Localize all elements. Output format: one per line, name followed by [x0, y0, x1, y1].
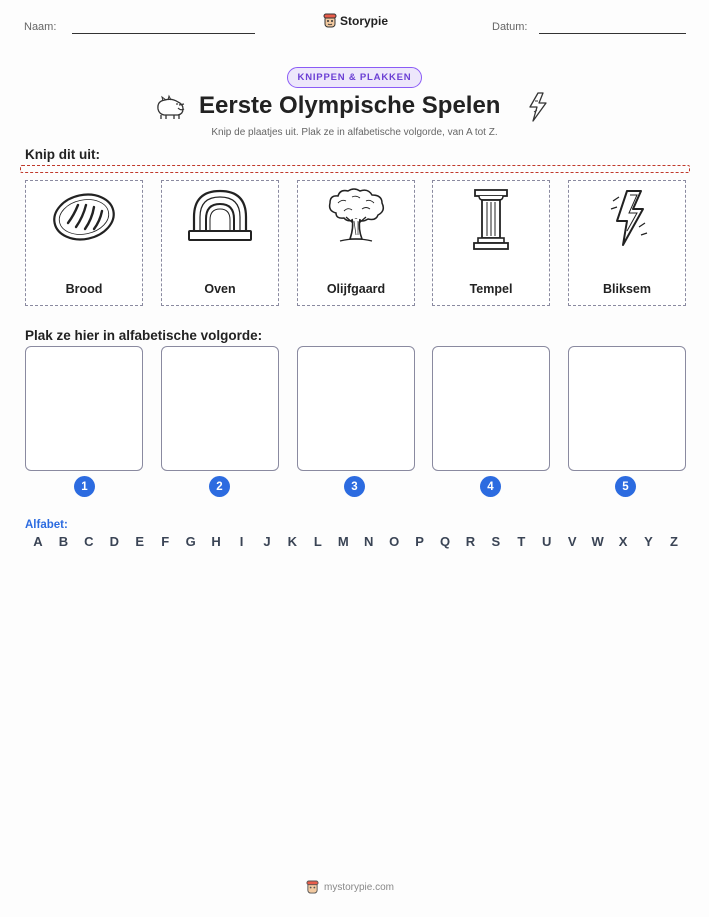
- alphabet-letter: N: [363, 534, 374, 549]
- date-label: Datum:: [492, 21, 528, 33]
- storypie-logo: [323, 13, 388, 29]
- paste-section-title: Plak ze hier in alfabetische volgorde:: [25, 328, 263, 343]
- footer: [306, 880, 394, 895]
- alphabet-letter: T: [517, 534, 526, 549]
- cut-card-olijfgaard[interactable]: [297, 180, 415, 306]
- page-title: Eerste Olympische Spelen: [199, 92, 501, 119]
- instructions: Knip de plaatjes uit. Plak ze in alfabetische volgorde, van A tot Z.: [211, 127, 498, 138]
- number-badge-1: 1: [74, 476, 95, 497]
- footer-url[interactable]: mystorypie.com: [324, 882, 395, 893]
- date-line[interactable]: [539, 33, 686, 34]
- worksheet-header: [0, 0, 709, 50]
- cut-card-brood[interactable]: [25, 180, 143, 306]
- cut-card-label: Bliksem: [603, 282, 651, 296]
- boar-icon: [154, 93, 186, 121]
- brand-name: Storypie: [340, 14, 389, 28]
- bread-icon: [50, 187, 118, 247]
- name-line[interactable]: [72, 33, 255, 34]
- alphabet-letter: Z: [669, 534, 678, 549]
- cut-card-tempel[interactable]: [432, 180, 550, 306]
- alphabet-letter: E: [135, 534, 145, 549]
- storypie-mascot-icon: [323, 13, 337, 29]
- alphabet-letter: F: [161, 534, 170, 549]
- alphabet-letter: O: [389, 534, 400, 549]
- alphabet-row: [31, 534, 681, 549]
- number-badge-3: 3: [344, 476, 365, 497]
- cut-card-bliksem[interactable]: [568, 180, 686, 306]
- olive-tree-icon: [322, 187, 390, 247]
- cut-card-label: Olijfgaard: [326, 282, 386, 296]
- cut-card-label: Tempel: [469, 282, 513, 296]
- alphabet-letter: P: [415, 534, 424, 549]
- lightning-icon: [593, 187, 661, 251]
- alphabet-letter: C: [84, 534, 94, 549]
- alphabet-letter: S: [491, 534, 501, 549]
- paste-box-3[interactable]: [297, 346, 415, 471]
- cut-guide-line: [20, 165, 690, 173]
- alphabet-letter: M: [337, 534, 349, 549]
- name-label: Naam:: [24, 21, 57, 33]
- alphabet-letter: Y: [644, 534, 653, 549]
- alphabet-letter: B: [58, 534, 69, 549]
- paste-box-4[interactable]: [432, 346, 550, 471]
- alphabet-letter: K: [287, 534, 298, 549]
- alphabet-letter: L: [313, 534, 322, 549]
- lightning-bolt-icon: [526, 92, 550, 122]
- alphabet-letter: W: [591, 534, 604, 549]
- activity-badge: KNIPPEN & PLAKKEN: [287, 67, 422, 88]
- alphabet-letter: R: [465, 534, 476, 549]
- alphabet-letter: V: [567, 534, 577, 549]
- alphabet-letter: X: [618, 534, 628, 549]
- paste-box-1[interactable]: [25, 346, 143, 471]
- paste-box-2[interactable]: [161, 346, 279, 471]
- number-badge-2: 2: [209, 476, 230, 497]
- paste-box-5[interactable]: [568, 346, 686, 471]
- number-badge-5: 5: [615, 476, 636, 497]
- cut-card-label: Brood: [65, 282, 103, 296]
- temple-column-icon: [457, 187, 525, 251]
- alphabet-letter: J: [263, 534, 271, 549]
- alphabet-letter: H: [211, 534, 221, 549]
- alphabet-letter: A: [33, 534, 43, 549]
- alphabet-letter: U: [542, 534, 552, 549]
- cut-section-title: Knip dit uit:: [25, 147, 100, 162]
- number-badge-4: 4: [480, 476, 501, 497]
- storypie-mascot-icon: [306, 880, 319, 895]
- alphabet-letter: I: [239, 534, 244, 549]
- cut-card-label: Oven: [204, 282, 236, 296]
- alphabet-letter: Q: [439, 534, 451, 549]
- alphabet-letter: G: [185, 534, 196, 549]
- title-row: [150, 90, 560, 126]
- alphabet-label: Alfabet:: [25, 519, 68, 531]
- oven-icon: [186, 187, 254, 247]
- cut-card-oven[interactable]: [161, 180, 279, 306]
- alphabet-letter: D: [109, 534, 119, 549]
